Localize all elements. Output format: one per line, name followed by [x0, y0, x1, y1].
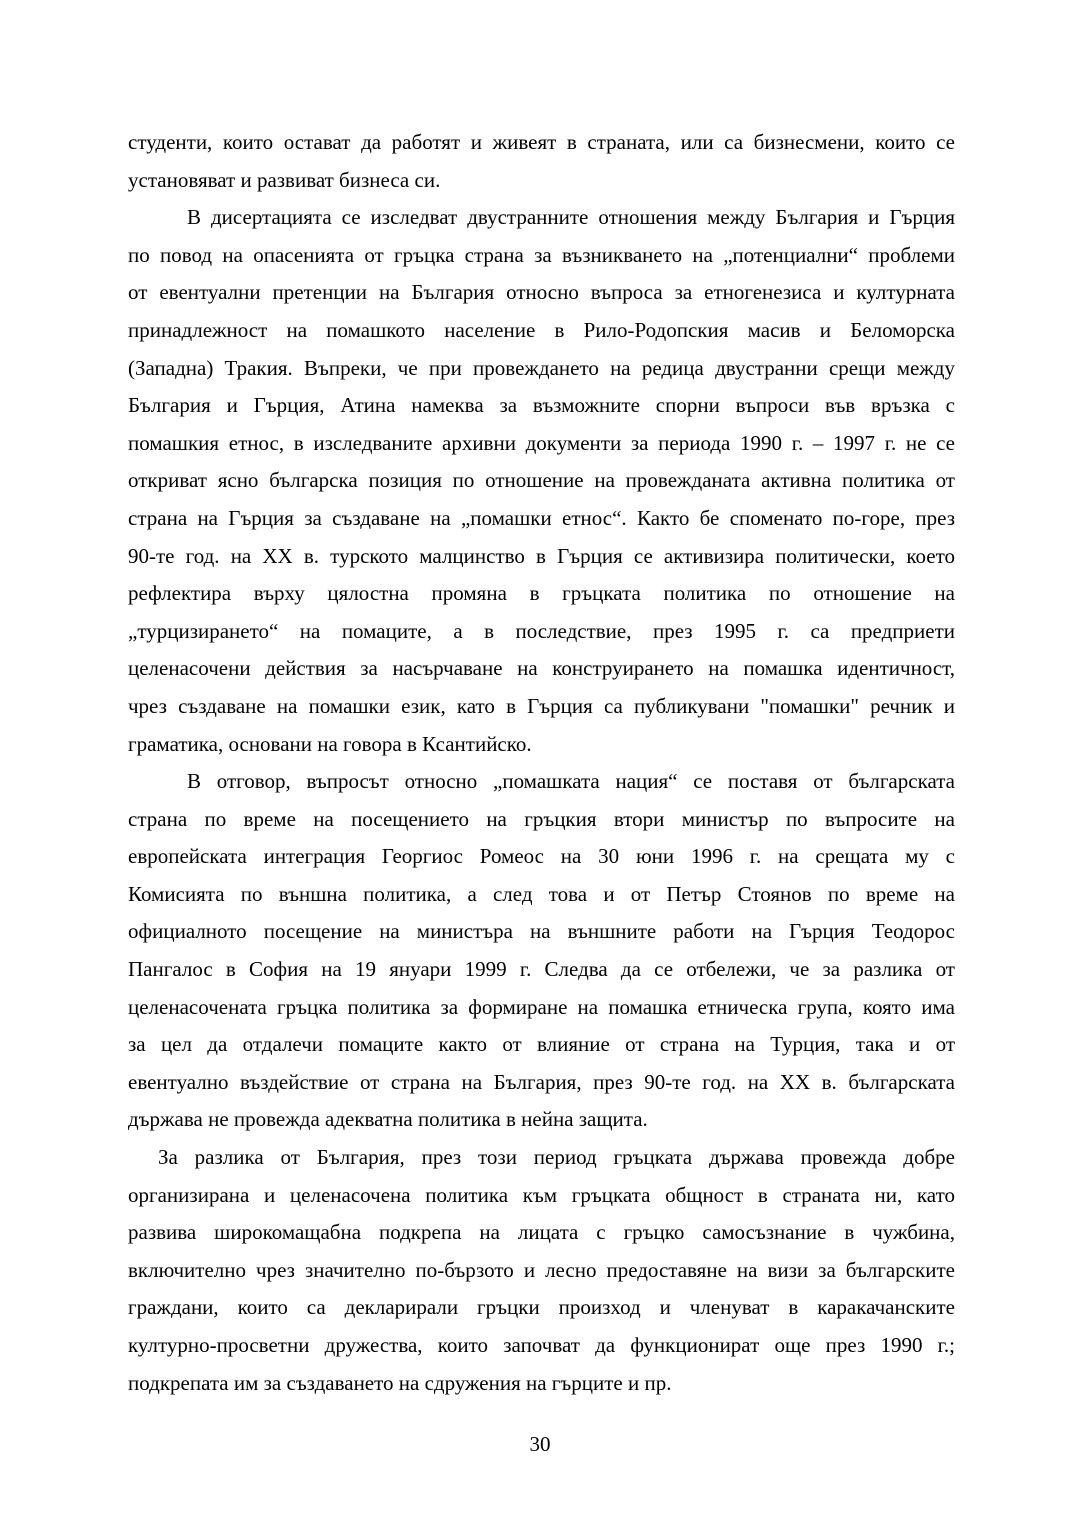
text-line: официалното посещение на министъра на външните работи на Гърция Теодорос [128, 919, 955, 944]
paragraph [128, 763, 955, 1139]
text-line: В отговор, въпросът относно „помашката нация“ се поставя от българската [187, 769, 955, 794]
page-body [128, 124, 955, 1402]
text-line: откриват ясно българска позиция по отношение на провежданата активна политика от [128, 468, 955, 493]
text-line: от евентуални претенции на България относно въпроса за етногенезиса и културната [128, 280, 955, 305]
text-line: 90-те год. на ХХ в. турското малцинство в Гърция се активизира политически, което [128, 543, 955, 568]
text-line: културно-просветни дружества, които започват да функционират още през 1990 г.; [128, 1333, 955, 1357]
text-line: Комисията по външна политика, а след това и от Петър Стоянов по време на [128, 881, 955, 906]
text-line: „турцизирането“ на помаците, а в последствие, през 1995 г. са предприети [128, 618, 955, 643]
text-line: Пангалос в София на 19 януари 1999 г. Следва да се отбележи, че за разлика от [128, 957, 955, 982]
text-line: граматика, основани на говора в Ксантийско. [128, 731, 532, 756]
text-line: евентуално въздействие от страна на България, през 90-те год. на ХХ в. българската [128, 1069, 955, 1094]
text-line: граждани, които са декларирали гръцки произход и членуват в каракачанските [128, 1295, 955, 1320]
text-line: За разлика от България, през този период гръцката държава провежда добре [158, 1145, 955, 1170]
text-line: (Западна) Тракия. Въпреки, че при провеждането на редица двустранни срещи между [128, 355, 955, 380]
text-line: подкрепата им за създаването на сдружения на гърците и пр. [128, 1370, 672, 1395]
text-line: принадлежност на помашкото население в Рило-Родопския масив и Беломорска [128, 317, 955, 342]
page-number: 30 [529, 1432, 551, 1456]
text-line: чрез създаване на помашки език, като в Гърция са публикувани "помашки" речник и [128, 693, 955, 718]
text-line: целенасочени действия за насърчаване на конструирането на помашка идентичност, [128, 656, 955, 681]
text-line: по повод на опасенията от гръцка страна за възникването на „потенциални“ проблеми [128, 242, 955, 267]
text-line: България и Гърция, Атина намеква за възможните спорни въпроси във връзка с [128, 393, 955, 418]
paragraph [128, 124, 955, 199]
text-line: целенасочената гръцка политика за формиране на помашка етническа група, която има [128, 994, 955, 1019]
text-line: рефлектира върху цялостна промяна в гръцката политика по отношение на [128, 581, 955, 606]
text-line: европейската интеграция Георгиос Ромеос на 30 юни 1996 г. на срещата му с [128, 844, 955, 869]
text-line: В дисертацията се изследват двустранните отношения между България и Гърция [187, 205, 955, 230]
text-line: включително чрез значително по-бързото и лесно предоставяне на визи за българските [128, 1257, 955, 1282]
text-line: помашкия етнос, в изследваните архивни документи за периода 1990 г. – 1997 г. не се [128, 430, 955, 455]
text-line: държава не провежда адекватна политика в нейна защита. [128, 1107, 648, 1132]
text-line: за цел да отдалечи помаците както от влияние от страна на Турция, така и от [128, 1032, 955, 1057]
text-line: страна по време на посещението на гръцкия втори министър по въпросите на [128, 806, 955, 831]
paragraph [128, 1139, 955, 1402]
text-line: развива широкомащабна подкрепа на лицата с гръцко самосъзнание в чужбина, [128, 1220, 955, 1245]
page-footer [0, 1430, 1080, 1458]
text-line: страна на Гърция за създаване на „помашки етнос“. Както бе споменато по-горе, през [128, 505, 955, 530]
text-line: организирана и целенасочена политика към гръцката общност в страната ни, като [128, 1182, 955, 1207]
paragraph [128, 199, 955, 763]
text-line: студенти, които остават да работят и живеят в страната, или са бизнесмени, които се [128, 130, 955, 154]
text-line: установяват и развиват бизнеса си. [128, 167, 441, 192]
